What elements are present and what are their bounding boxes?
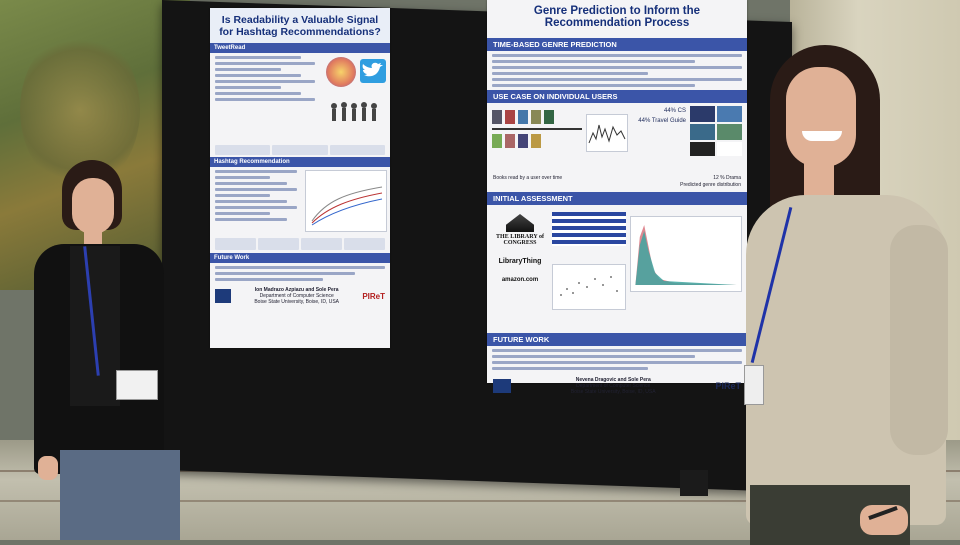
poster-board-leg: [680, 470, 708, 496]
lab-logo: PIReT: [362, 291, 385, 301]
poster-section-heading: TweetRead: [210, 43, 390, 53]
university-logo: [215, 289, 231, 303]
dataset-name: amazon.com: [501, 277, 539, 283]
library-building-icon: [506, 214, 534, 232]
poster-section-heading: Hashtag Recommendation: [210, 157, 390, 167]
books-timeline-graphic: [492, 106, 582, 148]
poster-title: Is Readability a Valuable Signal for Hashtag Recommendations?: [210, 8, 390, 43]
poster-department: Department of Computer Science: [259, 293, 334, 299]
poster-university: Boise State University, Boise, ID, USA: [570, 389, 656, 395]
poster-section-heading: Future Work: [210, 253, 390, 263]
poster-genre-prediction: [487, 0, 747, 395]
twitter-bird-icon: [360, 59, 386, 83]
people-figures-graphic: [328, 101, 386, 127]
cake-graphic: [326, 57, 356, 87]
dataset-name: LibraryThing: [498, 258, 542, 265]
jeans: [60, 450, 180, 540]
poster-authors: Nevena Dragovic and Sole Pera: [575, 377, 651, 383]
sweater-arm: [890, 225, 948, 455]
person-right: [730, 45, 960, 540]
name-badge: [116, 370, 158, 400]
poster-section-heading: USE CASE ON INDIVIDUAL USERS: [487, 90, 747, 103]
dataset-name: THE LIBRARY of CONGRESS: [496, 234, 544, 246]
person-left: [30, 160, 200, 540]
predicted-caption: Predicted genre distribution: [680, 182, 741, 188]
poster-title: Genre Prediction to Inform the Recommendation Process: [487, 0, 747, 38]
hand: [38, 456, 58, 480]
poster-section-heading: INITIAL ASSESSMENT: [487, 192, 747, 205]
genre-percent-label: 44% CS: [663, 108, 686, 114]
poster-section-heading: FUTURE WORK: [487, 333, 747, 346]
genre-percent-label: 12 % Drama: [713, 175, 741, 181]
university-logo: [493, 379, 511, 393]
poster-section-heading: TIME-BASED GENRE PREDICTION: [487, 38, 747, 51]
scatter-chart: [552, 264, 626, 310]
face: [786, 67, 856, 167]
books-caption: Books read by a user over time: [493, 175, 563, 181]
poster-authors: Ion Madrazo Azpiazu and Sole Pera: [254, 287, 339, 293]
top: [70, 246, 120, 406]
face: [72, 178, 114, 234]
genre-table-graphic: [552, 212, 626, 246]
genre-timeseries-chart: [586, 114, 628, 152]
recommendation-chart: [305, 170, 387, 232]
poster-department: Department of Computer Science: [576, 383, 651, 389]
smile: [802, 131, 842, 141]
distribution-chart: [630, 216, 742, 292]
poster-university: Boise State University, Boise, ID, USA: [254, 299, 339, 305]
genre-percent-label: 44% Travel Guide: [638, 118, 686, 124]
poster-readability-hashtag: [210, 8, 390, 348]
lab-logo: PIReT: [715, 381, 741, 391]
name-badge: [744, 365, 764, 405]
